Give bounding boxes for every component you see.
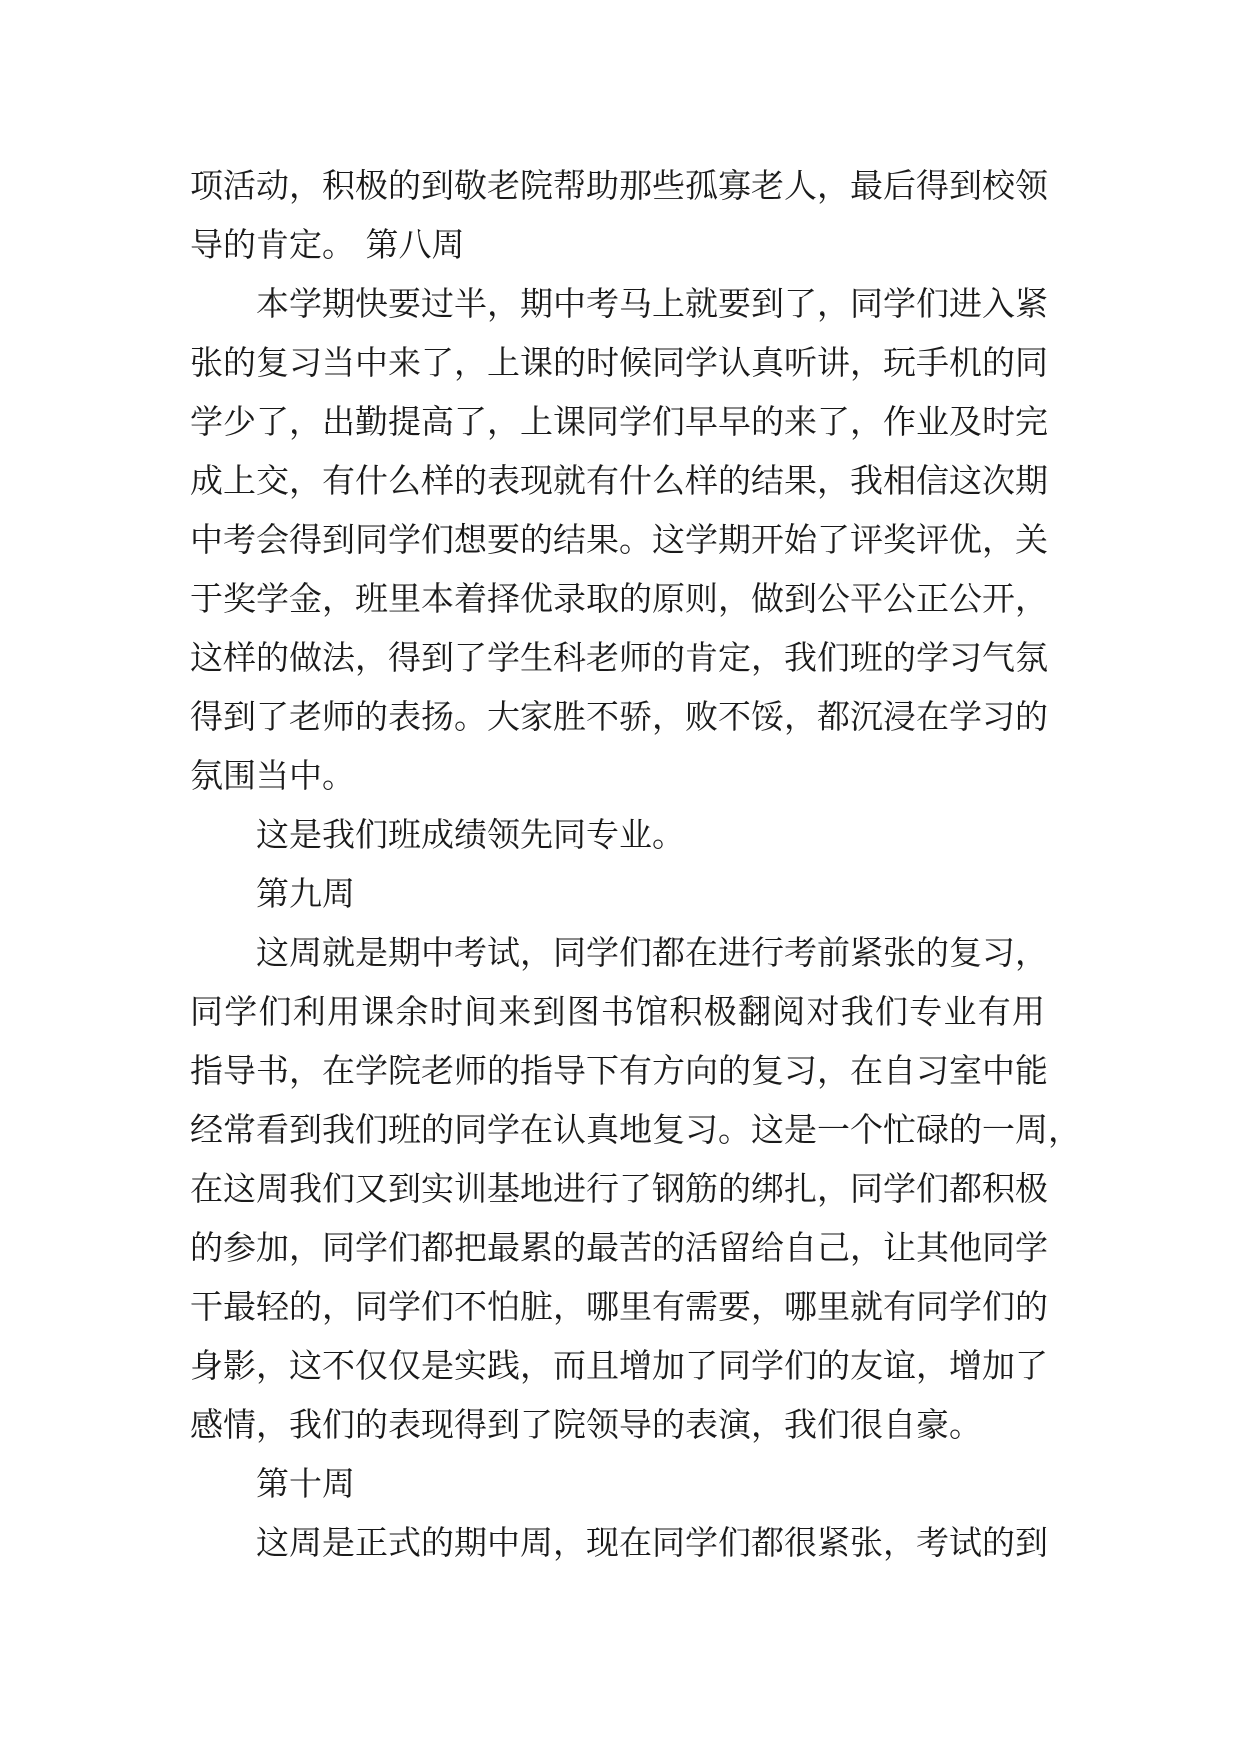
text-line: 这是我们班成绩领先同专业。 — [256, 815, 685, 854]
section-heading: 第十周 — [256, 1464, 355, 1503]
text-line: 成上交，有什么样的表现就有什么样的结果，我相信这次期 — [190, 461, 1048, 500]
text-line: 于奖学金，班里本着择优录取的原则，做到公平公正公开， — [190, 579, 1048, 618]
text-line: 的参加，同学们都把最累的最苦的活留给自己，让其他同学 — [190, 1228, 1048, 1267]
text-line: 得到了老师的表扬。大家胜不骄，败不馁，都沉浸在学习的 — [190, 697, 1048, 736]
text-line: 张的复习当中来了，上课的时候同学认真听讲，玩手机的同 — [190, 343, 1048, 382]
text-line: 中考会得到同学们想要的结果。这学期开始了评奖评优，关 — [190, 520, 1048, 559]
text-line: 干最轻的，同学们不怕脏，哪里有需要，哪里就有同学们的 — [190, 1287, 1048, 1326]
document-body — [190, 156, 1081, 1572]
text-line: 身影，这不仅仅是实践，而且增加了同学们的友谊，增加了 — [190, 1346, 1048, 1385]
text-line: 同学们利用课余时间来到图书馆积极翻阅对我们专业有用 — [190, 992, 1045, 1031]
text-line: 项活动，积极的到敬老院帮助那些孤寡老人，最后得到校领 — [190, 166, 1048, 205]
section-heading: 第九周 — [256, 874, 355, 913]
text-line: 氛围当中。 — [190, 756, 355, 795]
text-line: 指导书，在学院老师的指导下有方向的复习，在自习室中能 — [190, 1051, 1048, 1090]
text-line: 这周是正式的期中周，现在同学们都很紧张，考试的到 — [256, 1523, 1048, 1562]
text-line: 这样的做法，得到了学生科老师的肯定，我们班的学习气氛 — [190, 638, 1048, 677]
text-line: 感情，我们的表现得到了院领导的表演，我们很自豪。 — [190, 1405, 982, 1444]
text-line: 导的肯定。 第八周 — [190, 225, 465, 264]
text-line: 本学期快要过半，期中考马上就要到了，同学们进入紧 — [256, 284, 1048, 323]
text-line: 学少了，出勤提高了，上课同学们早早的来了，作业及时完 — [190, 402, 1048, 441]
text-line: 经常看到我们班的同学在认真地复习。这是一个忙碌的一周， — [190, 1110, 1081, 1149]
text-line: 这周就是期中考试，同学们都在进行考前紧张的复习， — [256, 933, 1048, 972]
text-line: 在这周我们又到实训基地进行了钢筋的绑扎，同学们都积极 — [190, 1169, 1048, 1208]
